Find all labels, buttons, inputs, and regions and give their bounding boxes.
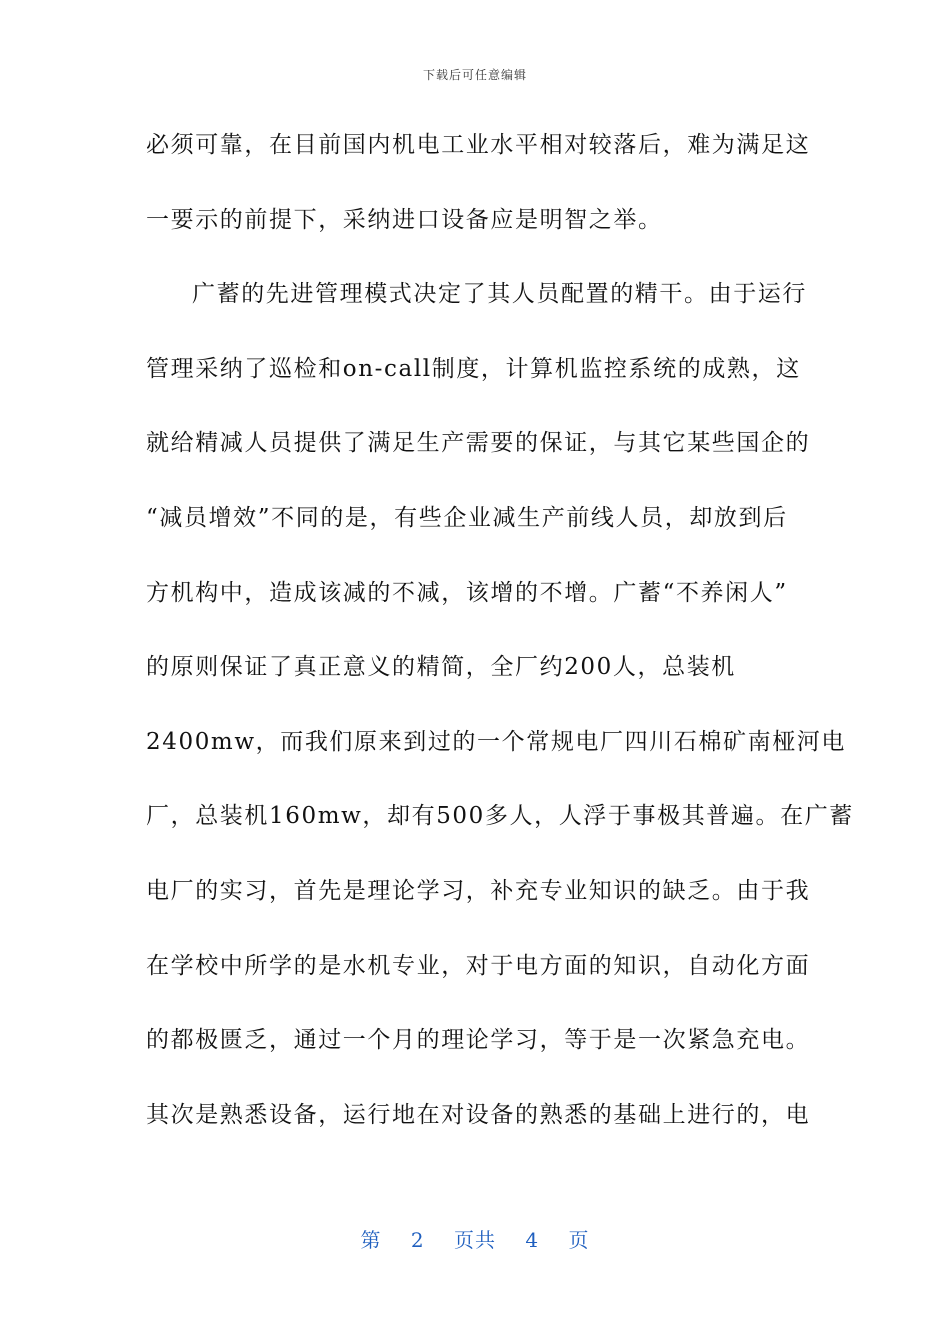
page-label-suffix: 页 [568,1228,590,1252]
document-body [146,120,854,1164]
page-label-prefix: 第 [360,1228,382,1252]
current-page-number: 2 [410,1228,425,1252]
text-line: 就给精减人员提供了满足生产需要的保证，与其它某些国企的 [146,430,811,457]
text-line: 的都极匮乏，通过一个月的理论学习，等于是一次紧急充电。 [146,1027,811,1054]
page-footer [0,1224,950,1253]
page-header: 下载后可任意编辑 [422,68,527,82]
text-line: 必须可靠，在目前国内机电工业水平相对较落后，难为满足这 [146,132,811,158]
text-line: 方机构中，造成该减的不减，该增的不增。广蓄“不养闲人” [146,579,788,606]
text-line: 一要示的前提下，采纳进口设备应是明智之举。 [146,206,663,233]
text-line: 厂，总装机160mw，却有500多人，人浮于事极其普遍。在广蓄 [146,803,854,830]
text-line: “减员增效”不同的是，有些企业减生产前线人员，却放到后 [146,504,788,531]
paragraph-start-line: 广蓄的先进管理模式决定了其人员配置的精干。由于运行 [192,281,807,308]
total-pages-number: 4 [525,1228,540,1252]
text-line: 2400mw，而我们原来到过的一个常规电厂四川石棉矿南桠河电 [146,728,847,755]
text-line: 在学校中所学的是水机专业，对于电方面的知识，自动化方面 [146,952,811,979]
text-line: 电厂的实习，首先是理论学习，补充专业知识的缺乏。由于我 [146,877,811,904]
page-label-mid: 页共 [454,1228,496,1252]
text-line: 其次是熟悉设备，运行地在对设备的熟悉的基础上进行的，电 [146,1101,811,1128]
text-line: 的原则保证了真正意义的精简，全厂约200人，总装机 [146,654,736,681]
text-line: 管理采纳了巡检和on-call制度，计算机监控系统的成熟，这 [146,355,801,382]
